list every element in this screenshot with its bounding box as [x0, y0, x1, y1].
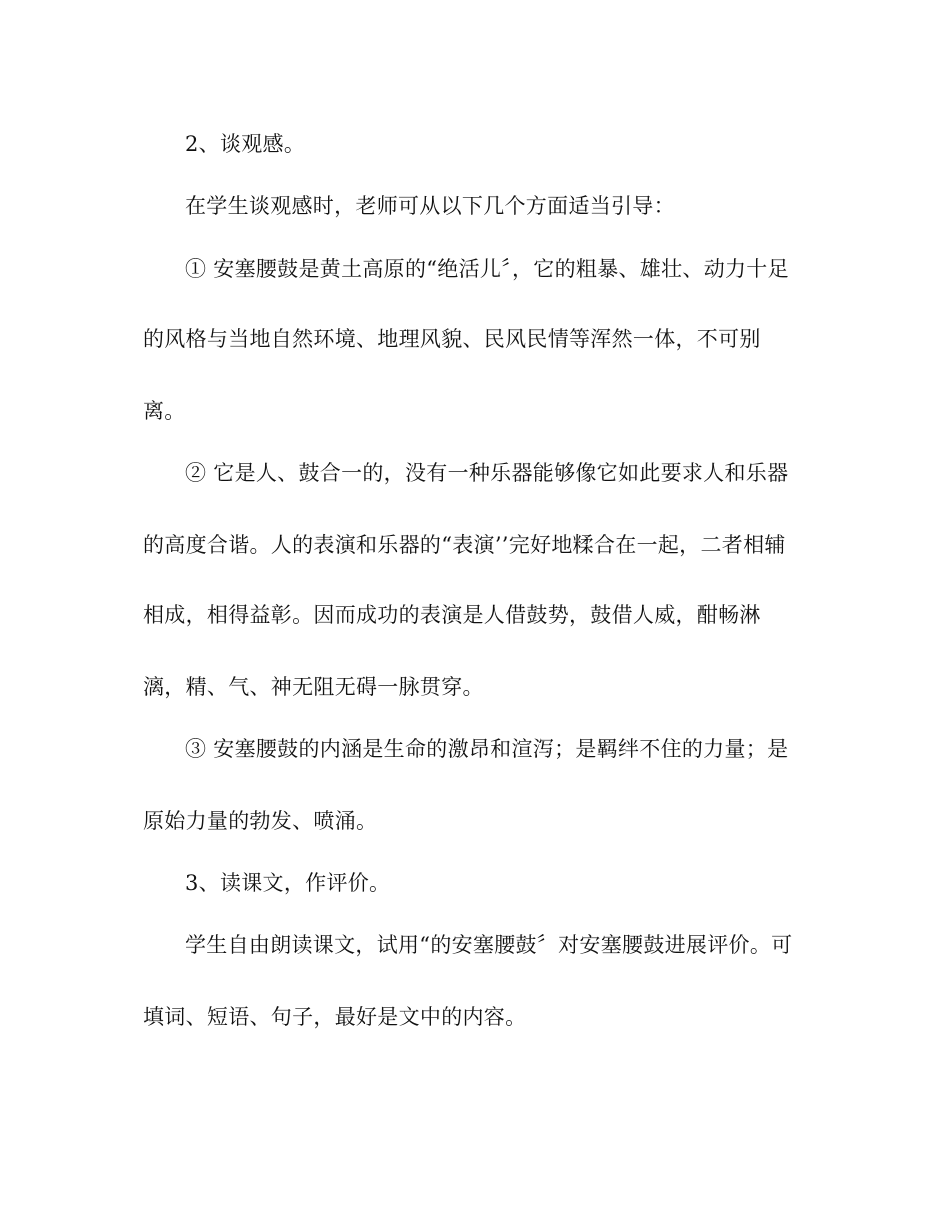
list-item-2-line: 的高度合谐。人的表演和乐器的“表演’’完好地糅合在一起，二者相辅: [143, 533, 786, 557]
paragraph-line: 学生自由朗读课文，试用“的安塞腰鼓〞对安塞腰鼓进展评价。可: [185, 933, 793, 957]
list-item-1-line: 离。: [143, 399, 186, 423]
paragraph-line: 在学生谈观感时，老师可从以下几个方面适当引导：: [185, 194, 675, 218]
list-item-2-line: 漓，精、气、神无阻无碍一脉贯穿。: [143, 675, 484, 699]
list-item-2-line: ② 它是人、鼓合一的，没有一种乐器能够像它如此要求人和乐器: [185, 461, 789, 485]
list-item-3-line: ③ 安塞腰鼓的内涵是生命的激昂和渲泻；是羁绊不住的力量；是: [185, 737, 789, 761]
list-item-3-line: 原始力量的勃发、喷涌。: [143, 809, 378, 833]
list-item-1-line: ① 安塞腰鼓是黄土高原的“绝活儿〞，它的粗暴、雄壮、动力十足: [185, 257, 789, 281]
section-heading-3: 3、读课文，作评价。: [185, 871, 391, 895]
list-item-2-line: 相成，相得益彰。因而成功的表演是人借鼓势，鼓借人威，酣畅淋: [143, 603, 761, 627]
section-heading-2: 2、谈观感。: [185, 132, 306, 156]
list-item-1-line: 的风格与当地自然环境、地理风貌、民风民情等浑然一体，不可别: [143, 327, 761, 351]
paragraph-line: 填词、短语、句子，最好是文中的内容。: [143, 1005, 527, 1029]
